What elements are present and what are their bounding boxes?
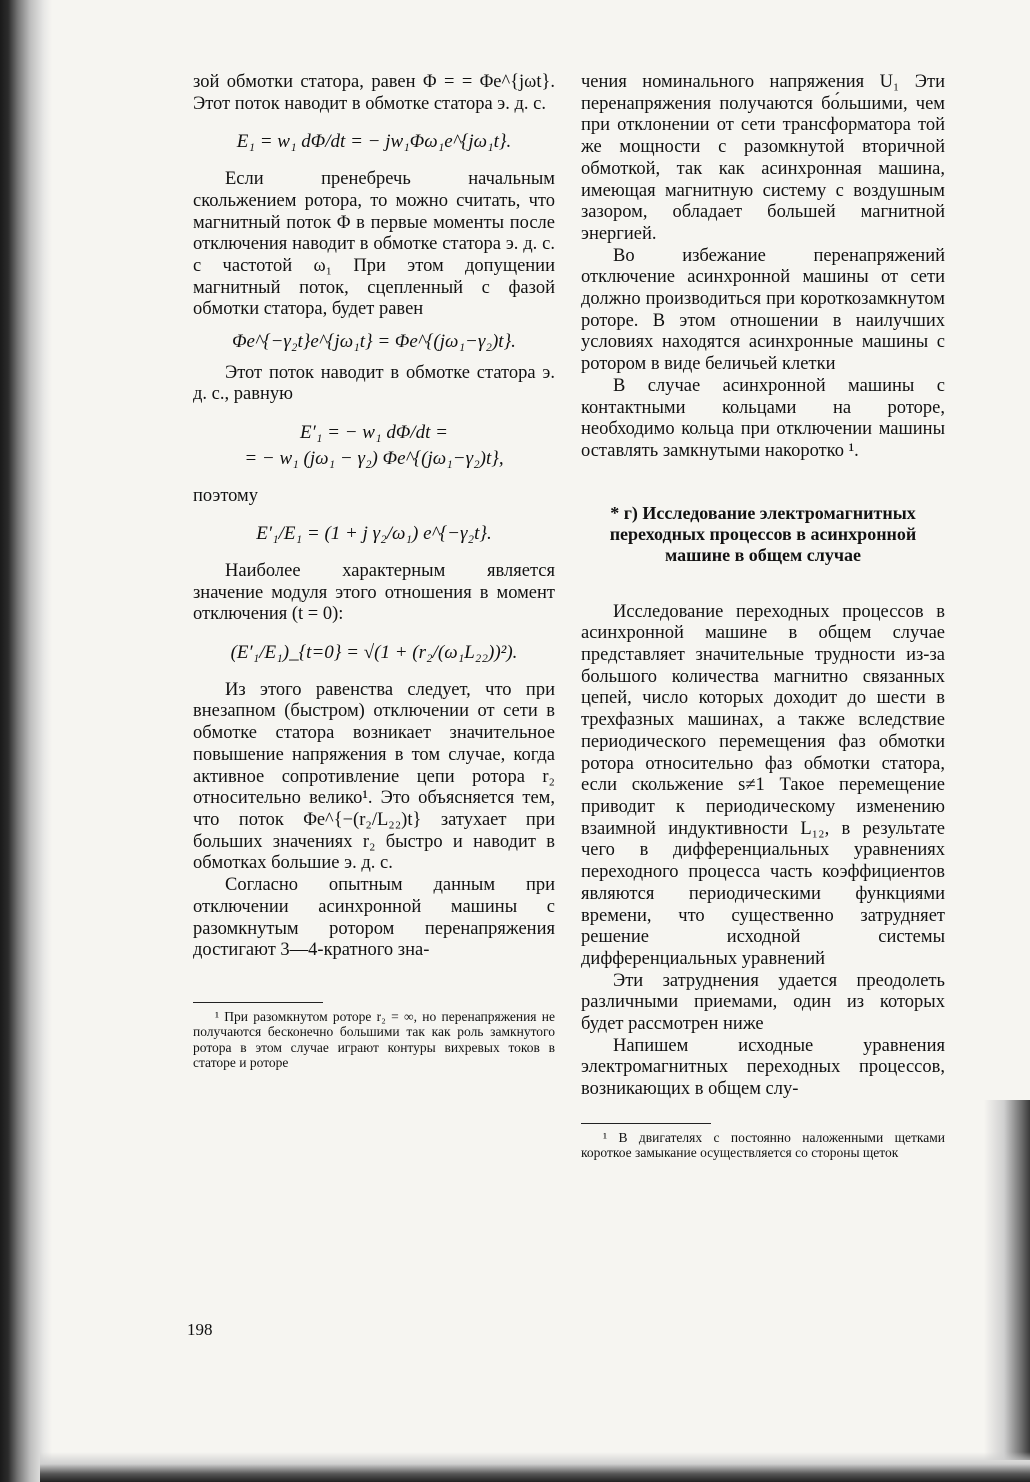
right-paragraph-3: В случае асинхронной машины с контактными кольцами на роторе, необходимо кольца при отключении машины оставлять замкнутыми накоротко ¹.	[581, 375, 945, 461]
left-paragraph-5: Наиболее характерным является значение модуля этого отношения в момент отключения (t = 0):	[193, 560, 555, 625]
left-paragraph-6: Из этого равенства следует, что при внезапном (быстром) отключении от сети в обмотке статора возникает значительное повышение напряжения в том случае, когда активное сопротивление цепи ротора r₂ относительно велико¹. Это объясняется тем, что поток Φe^{−(r₂/L₂₂)t} затухает при больших значениях r₂ быстро и наводит в обмотках большие э. д. с.	[193, 679, 555, 874]
left-paragraph-1: зой обмотки статора, равен Φ = = Φe^{jωt}. Этот поток наводит в обмотке статора э. д. с.	[193, 72, 555, 114]
left-footnote: ¹ При разомкнутом роторе r₂ = ∞, но перенапряжения не получаются бесконечно большими так как роль замкнутого ротора в этом случае играют контуры вихревых токов в статоре и роторе	[193, 1008, 555, 1071]
scan-left-edge-shadow	[0, 0, 52, 1482]
equation-emf-stator: E₁ = w₁ dΦ/dt = − jw₁Φω₁e^{jω₁t}.	[236, 131, 512, 153]
left-paragraph-4: поэтому	[193, 485, 259, 506]
right-footnote-rule	[581, 1123, 711, 1124]
right-paragraph-1: чения номинального напряжения U₁ Эти перенапряжения получаются бо́льшими, чем при отклонении от сети трансформатора той же мощности с разомкнутой вторичной обмоткой, так как асинхронная машина, имеющая магнитную систему с воздушным зазором, обладает большей магнитной энергией.	[581, 72, 945, 244]
equation-emf-prime-line1: E′₁ = − w₁ dΦ/dt =	[300, 422, 448, 444]
right-paragraph-5: Эти затруднения удается преодолеть различными приемами, один из которых будет рассмотрен ниже	[581, 970, 945, 1035]
equation-ratio-modulus: (E′₁/E₁)_{t=0} = √(1 + (r₂/(ω₁L₂₂))²).	[230, 642, 518, 664]
equation-emf-ratio: E′₁/E₁ = (1 + j γ₂/ω₁) e^{−γ₂t}.	[256, 523, 492, 545]
right-column	[581, 72, 945, 1161]
left-column	[193, 72, 555, 1071]
right-footnote: ¹ В двигателях с постоянно наложенными щетками короткое замыкание осуществляется со стороны щеток	[581, 1129, 945, 1161]
right-paragraph-2: Во избежание перенапряжений отключение асинхронной машины от сети должно производиться при короткозамкнутом роторе. В этом отношении в наилучших условиях находятся асинхронные машины с ротором в виде беличьей клетки	[581, 245, 945, 375]
left-paragraph-7: Согласно опытным данным при отключении асинхронной машины с разомкнутым ротором перенапряжения достигают 3—4-кратного зна-	[193, 875, 555, 961]
scan-bottom-edge-shadow	[40, 1452, 1030, 1482]
left-footnote-rule	[193, 1002, 323, 1003]
right-paragraph-4: Исследование переходных процессов в асинхронной машине в общем случае представляет значительные трудности из-за большого количества магнитно связанных цепей, число которых доходит до шести в трехфазных машинах, а также вследствие периодического перемещения фаз обмотки ротора относительно фаз обмотки статора, если скольжение s≠1 Такое перемещение приводит к периодическому изменению взаимной индуктивности L₁₂, в результате чего в дифференциальных уравнениях переходного процесса часть коэффициентов являются периодическими функциями времени, что существенно затрудняет решение исходной системы дифференциальных уравнений	[581, 601, 945, 969]
left-paragraph-2: Если пренебречь начальным скольжением ротора, то можно считать, что магнитный поток Φ в первые моменты после отключения наводит в обмотке статора э. д. с. с частотой ω₁ При этом допущении магнитный поток, сцепленный с фазой обмотки статора, будет равен	[193, 169, 555, 320]
left-paragraph-3: Этот поток наводит в обмотке статора э. д. с., равную	[193, 362, 555, 405]
section-heading: * г) Исследование электромагнитных переходных процессов в асинхронной машине в общем случае	[609, 502, 917, 565]
scan-right-edge-shadow	[984, 1100, 1030, 1460]
equation-emf-prime-line2: = − w₁ (jω₁ − γ₂) Φe^{(jω₁−γ₂)t},	[244, 447, 504, 469]
page-number: 198	[187, 1320, 213, 1339]
right-paragraph-6: Напишем исходные уравнения электромагнитных переходных процессов, возникающих в общем слу-	[581, 1035, 945, 1100]
equation-flux-decay: Φe^{−γ₂t}e^{jω₁t} = Φe^{(jω₁−γ₂)t}.	[232, 331, 516, 353]
